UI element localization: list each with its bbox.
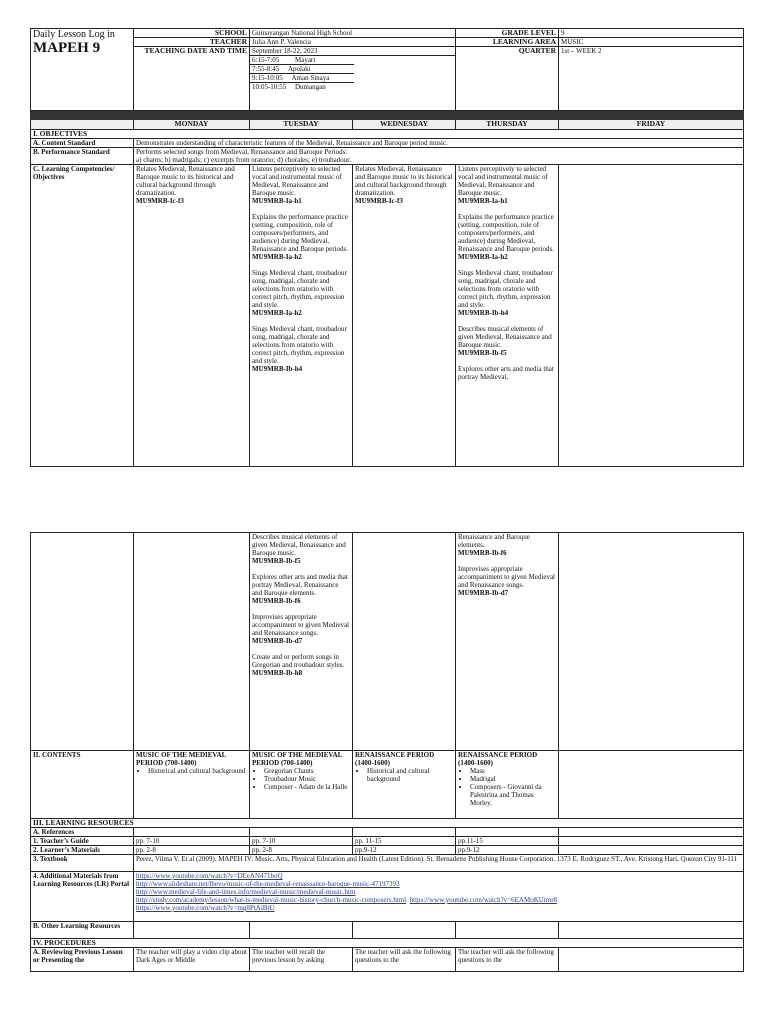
dll-label: Daily Lesson Log in xyxy=(33,29,115,40)
textbook-label: 3. Textbook xyxy=(31,855,134,872)
school-label: SCHOOL xyxy=(134,29,250,38)
contents-wednesday: RENAISSANCE PERIOD (1400-1600) • Historical and cultural background xyxy=(353,751,456,819)
resource-link[interactable]: https://www.youtube.com/watch?v=mg8PtAiBtU xyxy=(136,904,275,912)
contents-tuesday: MUSIC OF THE MEDIEVAL PERIOD (700-1400) • Gregorian Chants • Troubadour Music • Composer - Adam de la Halle xyxy=(250,751,353,819)
list-item: • Historical and cultural background xyxy=(367,767,453,783)
competency-code: MU9MRB-Ib-d7 xyxy=(252,637,303,645)
resource-link[interactable]: http://study.com/academy/lesson/what-is-medieval-music-history-church-music-composers.html xyxy=(136,896,407,904)
subject-title: MAPEH 9 xyxy=(33,40,101,56)
competency-code: MU9MRB-Ic-f3 xyxy=(136,197,184,205)
lm-thursday: pp.9-12 xyxy=(456,846,559,855)
competency-friday xyxy=(559,165,744,467)
resource-link[interactable]: https://www.youtube.com/watch?v=6EAMoKUimr8 xyxy=(409,896,558,904)
day-tuesday: TUESDAY xyxy=(250,120,353,130)
learners-materials-label: 2. Learner’s Materials xyxy=(31,846,134,855)
content-standard-value: Demonstrates understanding of characteristic features of the Medieval, Renaissance and Baroque period music. xyxy=(134,139,744,148)
competency-code: MU9MRB-Ib-f5 xyxy=(458,349,507,357)
schedule-row: 9:15-10:05 Aman Sinaya xyxy=(250,74,354,83)
competency-code: MU9MRB-Ib-h8 xyxy=(252,669,303,677)
list-item: • Mass xyxy=(470,767,556,775)
competency-code: MU9MRB-Ib-h4 xyxy=(458,309,509,317)
schedule-row: 6:15-7:05 Mayari xyxy=(250,56,354,65)
performance-standard-value: Performs selected songs from Medieval, Renaissance and Baroque Periods: a) chants; b) madrigals; c) excerpts from oratorio; d) chorales; e) troubadour. xyxy=(134,148,744,165)
resource-link[interactable]: https://www.youtube.com/watch?v=DEeAN471boQ xyxy=(136,872,283,880)
additional-materials-label: 4. Additional Materials from Learning Resources (LR) Portal xyxy=(31,872,134,922)
content-standard-label: A. Content Standard xyxy=(31,139,134,148)
performance-standard-label: B. Performance Standard xyxy=(31,148,134,165)
competency-code: MU9MRB-Ib-f6 xyxy=(252,597,301,605)
day-wednesday: WEDNESDAY xyxy=(353,120,456,130)
contents-thursday: RENAISSANCE PERIOD (1400-1600) • Mass • Madrigal • Composers - Giovanni da Palestrina and Thomas Morley. xyxy=(456,751,559,819)
procedure-wednesday: The teacher will ask the following questions to the xyxy=(353,948,456,972)
contents-heading: II. CONTENTS xyxy=(31,751,134,819)
schedule-row: 10:05-10:55 Dumangan xyxy=(252,83,326,91)
references-label: A. References xyxy=(31,828,134,837)
additional-materials-links xyxy=(134,872,744,922)
learning-resources-heading: III. LEARNING RESOURCES xyxy=(31,819,744,828)
competency-code: MU9MRB-Ic-f3 xyxy=(355,197,403,205)
list-item: • Composers - Giovanni da Palestrina and Thomas Morley. xyxy=(470,783,556,807)
reviewing-lesson-label: A. Reviewing Previous Lesson or Presenting the xyxy=(31,948,134,972)
quarter-value: 1st – WEEK 2 xyxy=(559,47,744,111)
procedure-thursday: The teacher will ask the following questions to the xyxy=(456,948,559,972)
day-monday: MONDAY xyxy=(134,120,250,130)
procedure-tuesday: The teacher will recall the previous lesson by asking xyxy=(250,948,353,972)
other-resources-label: B. Other Learning Resources xyxy=(31,922,134,939)
contents-monday: MUSIC OF THE MEDIEVAL PERIOD (700-1400) • Historical and cultural background xyxy=(134,751,250,819)
grade-level-value: 9 xyxy=(559,29,744,38)
textbook-value: Perez, Vilma V. Et al (2009). MAPEH IV: Music, Arts, Physical Education and Health (Latest Edition). St. Bernadette Publishing House Corporation. 1373 E. Rodriguez ST., Ave. Kristong Hari, Quezon City 91-111 xyxy=(134,855,744,872)
competency-tuesday-cont: Describes musical elements of given Medieval, Renaissance and Baroque music. MU9MRB-Ib-f5 Explores other arts and media that portray Medieval, Renaissance and Baroque elements. MU9MRB-Ib-f6 Improvises appropriate accompaniment to given Medieval and Renaissance songs. MU9MRB-Ib-d7 Create and or perform songs in Gregorian and troubadour styles. MU9MRB-Ib-h8 xyxy=(250,533,353,751)
competency-thursday: Listens perceptively to selected vocal and instrumental music of Medieval, Renaissance and Baroque music. MU9MRB-Ia-h1 Explains the performance practice (setting, composition, role of composers/performers, and audience) during Medieval, Renaissance and Baroque periods. MU9MRB-Ia-h2 Sings Medieval chant, troubadour song, madrigal, chorale and selections from oratorio with correct pitch, rhythm, expression and style. MU9MRB-Ib-h4 Describes musical elements of given Medieval, Renaissance and Baroque music. MU9MRB-Ib-f5 Explores other arts and media that portray Medieval, xyxy=(456,165,559,467)
competency-code: MU9MRB-Ia-h1 xyxy=(252,197,302,205)
competency-monday: Relates Medieval, Renaissance and Baroque music to its historical and cultural background through dramatization. MU9MRB-Ic-f3 xyxy=(134,165,250,467)
divider-bar xyxy=(31,111,744,120)
page-1 xyxy=(30,28,743,472)
list-item: • Gregorian Chants xyxy=(264,767,350,775)
competency-thursday-cont: Renaissance and Baroque elements. MU9MRB-Ib-f6 Improvises appropriate accompaniment to given Medieval and Renaissance songs. MU9MRB-Ib-d7 xyxy=(456,533,559,751)
teacher-value: Julia Ann P. Valencia xyxy=(250,38,456,47)
competency-code: MU9MRB-Ib-h4 xyxy=(252,365,303,373)
objectives-heading: I. OBJECTIVES xyxy=(31,130,744,139)
competency-code: MU9MRB-Ib-f6 xyxy=(458,549,507,557)
schedule-row: 7:55-8:45 Apolaki xyxy=(250,65,354,74)
teacher-label: TEACHER xyxy=(134,38,250,47)
tg-wednesday: pp. 11-15 xyxy=(353,837,456,846)
competency-code: MU9MRB-Ia-h2 xyxy=(252,253,302,261)
day-header-row xyxy=(31,120,744,130)
dll-table-page-2 xyxy=(30,532,744,972)
procedures-heading: IV. PROCEDURES xyxy=(31,939,744,948)
tg-thursday: pp.11-15 xyxy=(456,837,559,846)
competency-code: MU9MRB-Ia-h1 xyxy=(458,197,508,205)
competency-wednesday: Relates Medieval, Renaissance and Baroque music to its historical and cultural background through dramatization. MU9MRB-Ic-f3 xyxy=(353,165,456,467)
list-item: • Composer - Adam de la Halle xyxy=(264,783,350,791)
learning-area-value: MUSIC xyxy=(559,38,744,47)
resource-link[interactable]: http://www.medieval-life-and-times.info/medieval-music/medieval-music.htm xyxy=(136,888,356,896)
resource-link[interactable]: http://www.slideshare.net/lhevo/music-of-the-medieval-renaissance-baroque-music-47197393 xyxy=(136,880,400,888)
competency-tuesday: Listens perceptively to selected vocal and instrumental music of Medieval, Renaissance and Baroque music. MU9MRB-Ia-h1 Explains the performance practice (setting, composition, role of composers/performers, and audience) during Medieval, Renaissance and Baroque periods. MU9MRB-Ia-h2 Sings Medieval chant, troubadour song, madrigal, chorale and selections from oratorio with correct pitch, rhythm, expression and style. MU9MRB-Ia-h2 Sings Medieval chant, troubadour song, madrigal, chorale and selections from oratorio with correct pitch, rhythm, expression and style. MU9MRB-Ib-h4 xyxy=(250,165,353,467)
learning-area-label: LEARNING AREA xyxy=(456,38,559,47)
teaching-date-value: September 18-22, 2023 xyxy=(250,47,455,56)
competency-code: MU9MRB-Ia-h2 xyxy=(252,309,302,317)
page-2 xyxy=(30,532,743,980)
teachers-guide-label: 1. Teacher’s Guide xyxy=(31,837,134,846)
competency-code: MU9MRB-Ib-d7 xyxy=(458,589,509,597)
teaching-date-cell xyxy=(250,47,456,111)
list-item: • Troubadour Music xyxy=(264,775,350,783)
dll-table-page-1 xyxy=(30,28,744,467)
competency-code: MU9MRB-Ia-h2 xyxy=(458,253,508,261)
tg-monday: pp. 7-10 xyxy=(134,837,250,846)
grade-level-label: GRADE LEVEL xyxy=(456,29,559,38)
day-friday: FRIDAY xyxy=(559,120,744,130)
procedure-monday: The teacher will play a video clip about Dark Ages or Middle xyxy=(134,948,250,972)
dll-title-cell xyxy=(31,29,134,111)
lm-monday: pp. 2-8 xyxy=(134,846,250,855)
list-item: • Historical and cultural background xyxy=(148,767,247,775)
teaching-date-label: TEACHING DATE AND TIME xyxy=(134,47,250,111)
lm-tuesday: pp. 2-8 xyxy=(250,846,353,855)
lm-wednesday: pp.9-12 xyxy=(353,846,456,855)
competency-code: MU9MRB-Ib-f5 xyxy=(252,557,301,565)
list-item: • Madrigal xyxy=(470,775,556,783)
tg-tuesday: pp. 7-10 xyxy=(250,837,353,846)
day-thursday: THURSDAY xyxy=(456,120,559,130)
quarter-label: QUARTER xyxy=(456,47,559,111)
school-value: Guinayangan National High School xyxy=(250,29,456,38)
learning-competencies-label: C. Learning Competencies/ Objectives xyxy=(31,165,134,467)
